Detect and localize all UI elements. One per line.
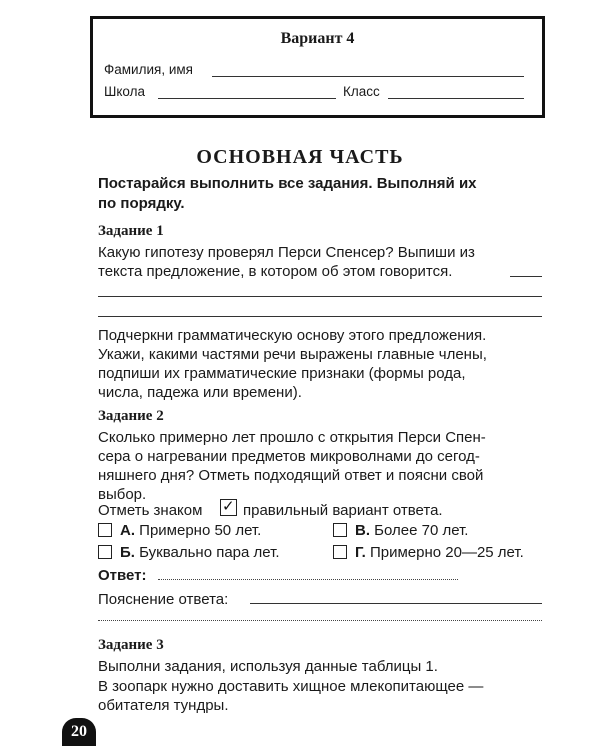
school-line[interactable] bbox=[158, 98, 336, 99]
explanation-line-1[interactable] bbox=[250, 603, 542, 604]
option-b bbox=[120, 543, 280, 562]
option-g-checkbox[interactable] bbox=[333, 545, 347, 559]
task2-question-line-4: выбор. bbox=[98, 486, 147, 503]
name-line[interactable] bbox=[212, 76, 524, 77]
explanation-line-2[interactable] bbox=[98, 620, 542, 621]
option-v-checkbox[interactable] bbox=[333, 523, 347, 537]
mark-instruction-suffix: правильный вариант ответа. bbox=[243, 502, 443, 519]
task1-subtask-line-4: числа, падежа или времени). bbox=[98, 384, 302, 401]
name-label: Фамилия, имя bbox=[104, 62, 193, 77]
task2-question-line-1: Сколько примерно лет прошло с открытия Перси Спен- bbox=[98, 429, 486, 446]
task2-heading: Задание 2 bbox=[98, 408, 164, 424]
class-line[interactable] bbox=[388, 98, 524, 99]
task3-heading: Задание 3 bbox=[98, 637, 164, 653]
section-title: ОСНОВНАЯ ЧАСТЬ bbox=[196, 146, 404, 168]
task1-subtask-line-3: подпиши их грамматические признаки (формы рода, bbox=[98, 365, 466, 382]
option-a bbox=[120, 521, 261, 540]
task3-line-1: Выполни задания, используя данные таблицы 1. bbox=[98, 658, 438, 675]
school-label: Школа bbox=[104, 84, 146, 99]
option-a-text: Примерно 50 лет. bbox=[139, 522, 262, 539]
explanation-label: Пояснение ответа: bbox=[98, 591, 229, 608]
option-a-letter: А. bbox=[120, 522, 135, 539]
mark-instruction-prefix: Отметь знаком bbox=[98, 502, 203, 519]
task1-subtask-line-1: Подчеркни грамматическую основу этого предложения. bbox=[98, 327, 487, 344]
option-b-letter: Б. bbox=[120, 544, 135, 561]
instruction-line-1: Постарайся выполнить все задания. Выполняй их bbox=[98, 175, 477, 192]
option-v bbox=[355, 521, 468, 540]
task1-answer-line-1[interactable] bbox=[510, 276, 542, 277]
task1-subtask-line-2: Укажи, какими частями речи выражены главные члены, bbox=[98, 346, 487, 363]
task2-question-line-3: няшнего дня? Отметь подходящий ответ и поясни свой bbox=[98, 467, 484, 484]
task1-question-line-2: текста предложение, в котором об этом говорится. bbox=[98, 263, 453, 280]
check-sample-box bbox=[220, 499, 237, 516]
option-g bbox=[355, 543, 524, 562]
page-number: 20 bbox=[62, 718, 96, 746]
task3-line-2: В зоопарк нужно доставить хищное млекопитающее — bbox=[98, 678, 484, 695]
answer-line[interactable] bbox=[158, 579, 458, 580]
option-b-text: Буквально пара лет. bbox=[139, 544, 280, 561]
option-a-checkbox[interactable] bbox=[98, 523, 112, 537]
task1-answer-line-3[interactable] bbox=[98, 316, 542, 317]
task1-answer-line-2[interactable] bbox=[98, 296, 542, 297]
task1-heading: Задание 1 bbox=[98, 223, 164, 239]
instruction-line-2: по порядку. bbox=[98, 195, 185, 212]
task2-question-line-2: сера о нагревании предметов микроволнами до сегод- bbox=[98, 448, 480, 465]
answer-label: Ответ: bbox=[98, 567, 147, 584]
option-v-text: Более 70 лет. bbox=[374, 522, 469, 539]
option-v-letter: В. bbox=[355, 522, 370, 539]
option-g-text: Примерно 20—25 лет. bbox=[369, 544, 524, 561]
class-label: Класс bbox=[343, 84, 380, 99]
task1-question-line-1: Какую гипотезу проверял Перси Спенсер? Выпиши из bbox=[98, 244, 475, 261]
option-b-checkbox[interactable] bbox=[98, 545, 112, 559]
task3-line-3: обитателя тундры. bbox=[98, 697, 229, 714]
checkmark-icon: ✓ bbox=[222, 497, 235, 515]
option-g-letter: Г. bbox=[355, 544, 366, 561]
variant-title: Вариант 4 bbox=[280, 30, 355, 47]
